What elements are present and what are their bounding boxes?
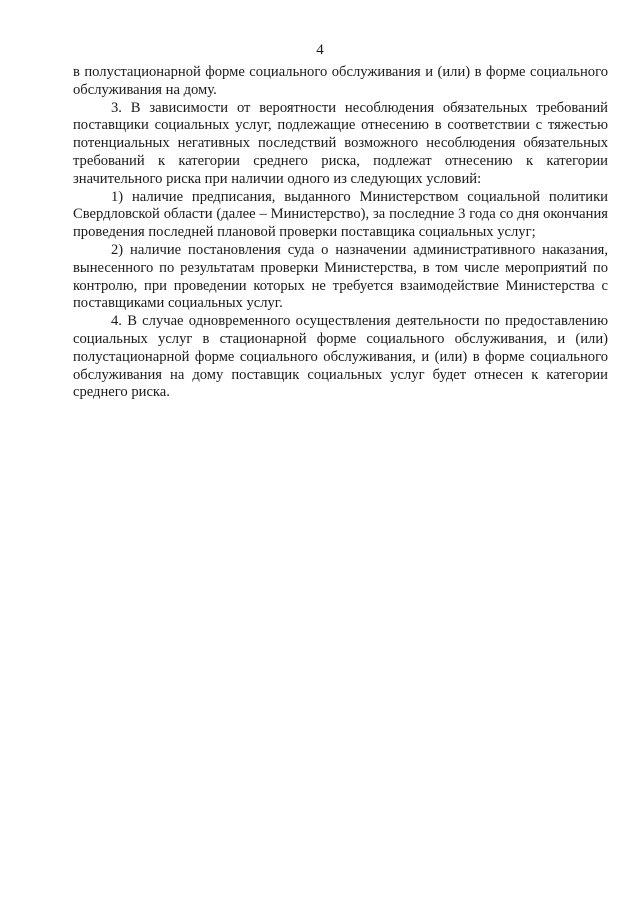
document-body [73,64,608,402]
paragraph-clause-3: 3. В зависимости от вероятности несоблюдения обязательных требований поставщики социальных услуг, подлежащие отнесению в соответствии с тяжестью потенциальных негативных последствий возможного несоблюдения обязательных требований к категории среднего риска, подлежат отнесению к категории значительного риска при наличии одного из следующих условий: [73,99,608,187]
paragraph-condition-2: 2) наличие постановления суда о назначении административного наказания, вынесенного по результатам проверки Министерства, в том числе мероприятий по контролю, при проведении которых не требуется взаимодействие Министерства с поставщиками социальных услуг. [73,241,608,312]
paragraph-clause-4: 4. В случае одновременного осуществления деятельности по предоставлению социальных услуг в стационарной форме социального обслуживания, и (или) полустационарной форме социального обслуживания, и (или) в форме социального обслуживания на дому поставщик социальных услуг будет отнесен к категории среднего риска. [73,313,608,401]
page-number: 4 [316,42,324,58]
paragraph-condition-1: 1) наличие предписания, выданного Министерством социальной политики Свердловской области (далее – Министерство), за последние 3 года со дня окончания проведения последней плановой проверки поставщика социальных услуг; [73,188,608,241]
paragraph-continuation: в полустационарной форме социального обслуживания и (или) в форме социального обслуживания на дому. [73,64,608,98]
